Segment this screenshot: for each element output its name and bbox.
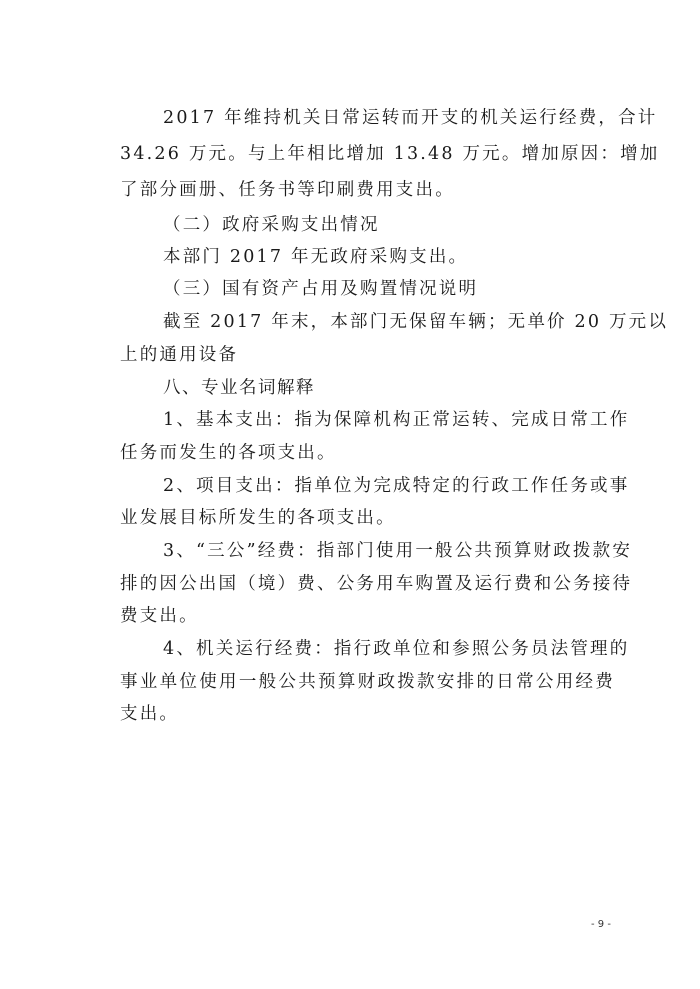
term-1-line-2: 任务而发生的各项支出。 [120, 443, 337, 463]
term-4-line-1: 4、机关运行经费：指行政单位和参照公务员法管理的 [163, 639, 630, 659]
paragraph-running-costs-line-3: 了部分画册、任务书等印刷费用支出。 [120, 180, 455, 200]
paragraph-running-costs-line-1: 2017 年维持机关日常运转而开支的机关运行经费，合计 [163, 108, 658, 128]
assets-text-line-1: 截至 2017 年末，本部门无保留车辆；无单价 20 万元以 [163, 312, 669, 332]
section-heading-glossary: 八、专业名词解释 [163, 378, 315, 398]
term-3-line-3: 费支出。 [120, 606, 199, 626]
term-3-line-2: 排的因公出国（境）费、公务用车购置及运行费和公务接待 [120, 574, 633, 594]
assets-text-line-2: 上的通用设备 [120, 345, 239, 365]
page-number: - 9 - [591, 919, 611, 930]
term-4-line-2: 事业单位使用一般公共预算财政拨款安排的日常公用经费 [120, 672, 615, 692]
term-3-line-1: 3、“三公”经费：指部门使用一般公共预算财政拨款安 [163, 541, 633, 561]
term-4-line-3: 支出。 [120, 704, 180, 724]
term-1-line-1: 1、基本支出：指为保障机构正常运转、完成日常工作 [163, 410, 630, 430]
procurement-heading: （二）政府采购支出情况 [163, 215, 380, 235]
term-2-line-2: 业发展目标所发生的各项支出。 [120, 508, 396, 528]
paragraph-running-costs-line-2: 34.26 万元。与上年相比增加 13.48 万元。增加原因：增加 [120, 144, 660, 164]
assets-heading: （三）国有资产占用及购置情况说明 [163, 279, 479, 299]
term-2-line-1: 2、项目支出：指单位为完成特定的行政工作任务或事 [163, 476, 630, 496]
procurement-text: 本部门 2017 年无政府采购支出。 [163, 247, 469, 267]
